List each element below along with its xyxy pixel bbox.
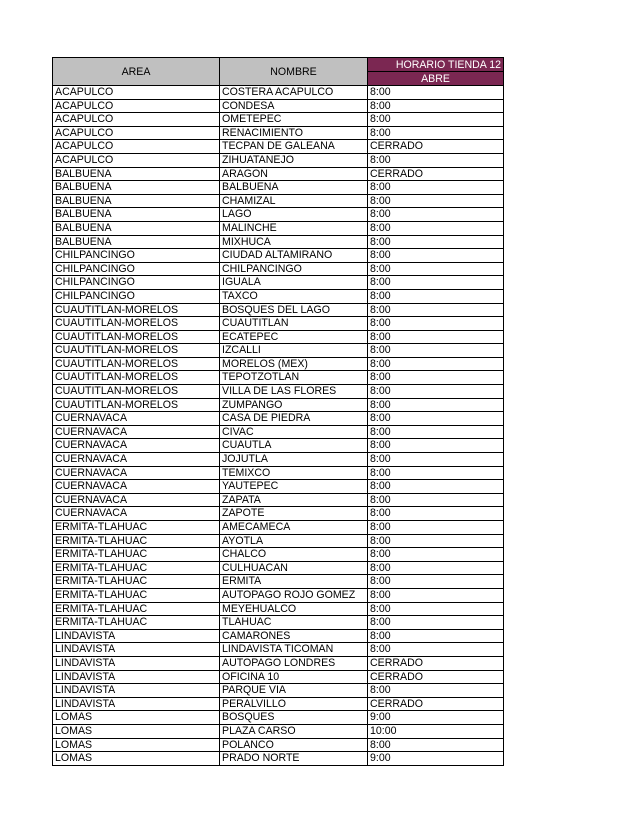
nombre-cell: CASA DE PIEDRA <box>220 412 368 426</box>
hora-cell: 8:00 <box>368 493 504 507</box>
area-cell: CHILPANCINGO <box>53 249 220 263</box>
table-row <box>53 113 504 127</box>
table-row <box>53 425 504 439</box>
hora-cell: 8:00 <box>368 303 504 317</box>
hora-cell: CERRADO <box>368 167 504 181</box>
area-cell: CUAUTITLAN-MORELOS <box>53 317 220 331</box>
area-cell: LINDAVISTA <box>53 684 220 698</box>
area-cell: BALBUENA <box>53 208 220 222</box>
hora-cell: 8:00 <box>368 208 504 222</box>
hora-cell: 8:00 <box>368 588 504 602</box>
area-cell: LOMAS <box>53 738 220 752</box>
area-cell: CUERNAVACA <box>53 466 220 480</box>
table-row <box>53 643 504 657</box>
table-row <box>53 303 504 317</box>
nombre-cell: ZAPATA <box>220 493 368 507</box>
hora-cell: CERRADO <box>368 670 504 684</box>
area-cell: BALBUENA <box>53 181 220 195</box>
area-cell: ERMITA-TLAHUAC <box>53 561 220 575</box>
nombre-cell: CHAMIZAL <box>220 194 368 208</box>
table-row <box>53 466 504 480</box>
area-cell: ACAPULCO <box>53 99 220 113</box>
table-row <box>53 724 504 738</box>
hora-cell: 8:00 <box>368 262 504 276</box>
nombre-cell: LINDAVISTA TICOMAN <box>220 643 368 657</box>
area-cell: ACAPULCO <box>53 113 220 127</box>
area-cell: LINDAVISTA <box>53 697 220 711</box>
hora-cell: 8:00 <box>368 439 504 453</box>
area-cell: LINDAVISTA <box>53 643 220 657</box>
hora-cell: 8:00 <box>368 153 504 167</box>
nombre-cell: CONDESA <box>220 99 368 113</box>
table-row <box>53 357 504 371</box>
table-row <box>53 221 504 235</box>
hora-cell: 8:00 <box>368 684 504 698</box>
hora-cell: 8:00 <box>368 507 504 521</box>
table-row <box>53 629 504 643</box>
table-row <box>53 371 504 385</box>
table-row <box>53 507 504 521</box>
hora-cell: 8:00 <box>368 221 504 235</box>
nombre-cell: AUTOPAGO LONDRES <box>220 656 368 670</box>
area-cell: CUAUTITLAN-MORELOS <box>53 330 220 344</box>
hora-cell: 8:00 <box>368 521 504 535</box>
table-row <box>53 684 504 698</box>
area-cell: ACAPULCO <box>53 86 220 100</box>
nombre-cell: OMETEPEC <box>220 113 368 127</box>
table-row <box>53 480 504 494</box>
nombre-cell: TECPAN DE GALEANA <box>220 140 368 154</box>
hora-cell: CERRADO <box>368 140 504 154</box>
area-cell: CUERNAVACA <box>53 412 220 426</box>
area-cell: CUAUTITLAN-MORELOS <box>53 303 220 317</box>
area-cell: CHILPANCINGO <box>53 276 220 290</box>
hora-cell: 8:00 <box>368 99 504 113</box>
hora-cell: 8:00 <box>368 126 504 140</box>
hora-cell: CERRADO <box>368 697 504 711</box>
hora-cell: 8:00 <box>368 276 504 290</box>
nombre-cell: CUAUTITLAN <box>220 317 368 331</box>
table-row <box>53 235 504 249</box>
area-cell: CUERNAVACA <box>53 425 220 439</box>
hora-cell: 8:00 <box>368 453 504 467</box>
area-cell: CHILPANCINGO <box>53 289 220 303</box>
hora-cell: 8:00 <box>368 548 504 562</box>
area-cell: CUERNAVACA <box>53 439 220 453</box>
area-cell: BALBUENA <box>53 194 220 208</box>
table-row <box>53 153 504 167</box>
nombre-cell: ARAGON <box>220 167 368 181</box>
hora-cell: 8:00 <box>368 344 504 358</box>
area-cell: ERMITA-TLAHUAC <box>53 534 220 548</box>
nombre-cell: YAUTEPEC <box>220 480 368 494</box>
nombre-cell: IZCALLI <box>220 344 368 358</box>
area-cell: ERMITA-TLAHUAC <box>53 575 220 589</box>
nombre-cell: CHALCO <box>220 548 368 562</box>
nombre-cell: PLAZA CARSO <box>220 724 368 738</box>
area-cell: LINDAVISTA <box>53 670 220 684</box>
table-row <box>53 412 504 426</box>
hora-cell: 8:00 <box>368 561 504 575</box>
area-cell: CUAUTITLAN-MORELOS <box>53 398 220 412</box>
area-cell: ERMITA-TLAHUAC <box>53 602 220 616</box>
table-row <box>53 656 504 670</box>
table-row <box>53 385 504 399</box>
area-cell: ACAPULCO <box>53 140 220 154</box>
hora-cell: 8:00 <box>368 629 504 643</box>
nombre-cell: BOSQUES DEL LAGO <box>220 303 368 317</box>
table-body <box>53 86 504 766</box>
nombre-cell: VILLA DE LAS FLORES <box>220 385 368 399</box>
table-row <box>53 276 504 290</box>
area-cell: ERMITA-TLAHUAC <box>53 521 220 535</box>
nombre-cell: RENACIMIENTO <box>220 126 368 140</box>
table-row <box>53 317 504 331</box>
table-row <box>53 344 504 358</box>
table-row <box>53 249 504 263</box>
table-row <box>53 697 504 711</box>
area-cell: ACAPULCO <box>53 126 220 140</box>
nombre-cell: CULHUACAN <box>220 561 368 575</box>
area-cell: LINDAVISTA <box>53 656 220 670</box>
table-row <box>53 398 504 412</box>
nombre-cell: ECATEPEC <box>220 330 368 344</box>
table-row <box>53 208 504 222</box>
area-cell: BALBUENA <box>53 167 220 181</box>
nombre-cell: CUAUTLA <box>220 439 368 453</box>
nombre-cell: TEPOTZOTLAN <box>220 371 368 385</box>
hora-cell: 8:00 <box>368 602 504 616</box>
area-cell: LINDAVISTA <box>53 629 220 643</box>
hora-cell: 8:00 <box>368 330 504 344</box>
hora-cell: 8:00 <box>368 480 504 494</box>
hora-cell: 8:00 <box>368 398 504 412</box>
nombre-cell: LAGO <box>220 208 368 222</box>
table-row <box>53 588 504 602</box>
area-cell: ERMITA-TLAHUAC <box>53 548 220 562</box>
table-row <box>53 86 504 100</box>
table-row <box>53 670 504 684</box>
table-row <box>53 752 504 766</box>
hora-cell: 8:00 <box>368 738 504 752</box>
nombre-cell: TAXCO <box>220 289 368 303</box>
hora-cell: 8:00 <box>368 113 504 127</box>
hora-cell: 9:00 <box>368 711 504 725</box>
table-row <box>53 194 504 208</box>
nombre-cell: IGUALA <box>220 276 368 290</box>
table-row <box>53 99 504 113</box>
nombre-cell: PERALVILLO <box>220 697 368 711</box>
table-row <box>53 126 504 140</box>
table-row <box>53 738 504 752</box>
hora-cell: 8:00 <box>368 357 504 371</box>
nombre-cell: AYOTLA <box>220 534 368 548</box>
nombre-cell: MIXHUCA <box>220 235 368 249</box>
area-cell: CUERNAVACA <box>53 480 220 494</box>
column-header-horario: HORARIO TIENDA 12 <box>368 58 504 72</box>
nombre-cell: ZIHUATANEJO <box>220 153 368 167</box>
hora-cell: 8:00 <box>368 317 504 331</box>
nombre-cell: TLAHUAC <box>220 616 368 630</box>
nombre-cell: BOSQUES <box>220 711 368 725</box>
hora-cell: 8:00 <box>368 86 504 100</box>
area-cell: CUAUTITLAN-MORELOS <box>53 357 220 371</box>
hora-cell: 8:00 <box>368 181 504 195</box>
table-row <box>53 548 504 562</box>
area-cell: LOMAS <box>53 724 220 738</box>
table-row <box>53 439 504 453</box>
hora-cell: 8:00 <box>368 643 504 657</box>
area-cell: CUERNAVACA <box>53 507 220 521</box>
column-header-nombre: NOMBRE <box>220 58 368 86</box>
table-row <box>53 561 504 575</box>
area-cell: BALBUENA <box>53 221 220 235</box>
nombre-cell: COSTERA ACAPULCO <box>220 86 368 100</box>
nombre-cell: MORELOS (MEX) <box>220 357 368 371</box>
hora-cell: 8:00 <box>368 194 504 208</box>
table-row <box>53 575 504 589</box>
area-cell: ACAPULCO <box>53 153 220 167</box>
area-cell: LOMAS <box>53 752 220 766</box>
area-cell: CUAUTITLAN-MORELOS <box>53 371 220 385</box>
nombre-cell: ZUMPANGO <box>220 398 368 412</box>
area-cell: CUERNAVACA <box>53 493 220 507</box>
table-row <box>53 330 504 344</box>
store-hours-table <box>52 57 504 766</box>
hora-cell: 8:00 <box>368 575 504 589</box>
nombre-cell: CIVAC <box>220 425 368 439</box>
hora-cell: 8:00 <box>368 466 504 480</box>
table-row <box>53 616 504 630</box>
nombre-cell: PRADO NORTE <box>220 752 368 766</box>
table-row <box>53 140 504 154</box>
area-cell: CHILPANCINGO <box>53 262 220 276</box>
table-row <box>53 521 504 535</box>
hora-cell: 8:00 <box>368 425 504 439</box>
nombre-cell: ERMITA <box>220 575 368 589</box>
nombre-cell: BALBUENA <box>220 181 368 195</box>
nombre-cell: CIUDAD ALTAMIRANO <box>220 249 368 263</box>
table-row <box>53 289 504 303</box>
nombre-cell: POLANCO <box>220 738 368 752</box>
nombre-cell: MALINCHE <box>220 221 368 235</box>
column-subheader-abre: ABRE <box>368 72 504 86</box>
nombre-cell: MEYEHUALCO <box>220 602 368 616</box>
hora-cell: 8:00 <box>368 385 504 399</box>
area-cell: CUAUTITLAN-MORELOS <box>53 385 220 399</box>
area-cell: CUERNAVACA <box>53 453 220 467</box>
hora-cell: 8:00 <box>368 289 504 303</box>
hora-cell: 8:00 <box>368 235 504 249</box>
nombre-cell: AUTOPAGO ROJO GOMEZ <box>220 588 368 602</box>
area-cell: LOMAS <box>53 711 220 725</box>
table-row <box>53 493 504 507</box>
hora-cell: 10:00 <box>368 724 504 738</box>
hora-cell: 9:00 <box>368 752 504 766</box>
nombre-cell: PARQUE VIA <box>220 684 368 698</box>
nombre-cell: JOJUTLA <box>220 453 368 467</box>
table-row <box>53 602 504 616</box>
nombre-cell: OFICINA 10 <box>220 670 368 684</box>
nombre-cell: TEMIXCO <box>220 466 368 480</box>
table-row <box>53 453 504 467</box>
area-cell: CUAUTITLAN-MORELOS <box>53 344 220 358</box>
table-row <box>53 181 504 195</box>
hora-cell: 8:00 <box>368 371 504 385</box>
area-cell: BALBUENA <box>53 235 220 249</box>
nombre-cell: CHILPANCINGO <box>220 262 368 276</box>
nombre-cell: CAMARONES <box>220 629 368 643</box>
nombre-cell: ZAPOTE <box>220 507 368 521</box>
table-row <box>53 711 504 725</box>
table-row <box>53 534 504 548</box>
hora-cell: CERRADO <box>368 656 504 670</box>
area-cell: ERMITA-TLAHUAC <box>53 616 220 630</box>
hora-cell: 8:00 <box>368 412 504 426</box>
table-row <box>53 262 504 276</box>
table-row <box>53 167 504 181</box>
nombre-cell: AMECAMECA <box>220 521 368 535</box>
area-cell: ERMITA-TLAHUAC <box>53 588 220 602</box>
hora-cell: 8:00 <box>368 616 504 630</box>
hora-cell: 8:00 <box>368 534 504 548</box>
hora-cell: 8:00 <box>368 249 504 263</box>
column-header-area: AREA <box>53 58 220 86</box>
